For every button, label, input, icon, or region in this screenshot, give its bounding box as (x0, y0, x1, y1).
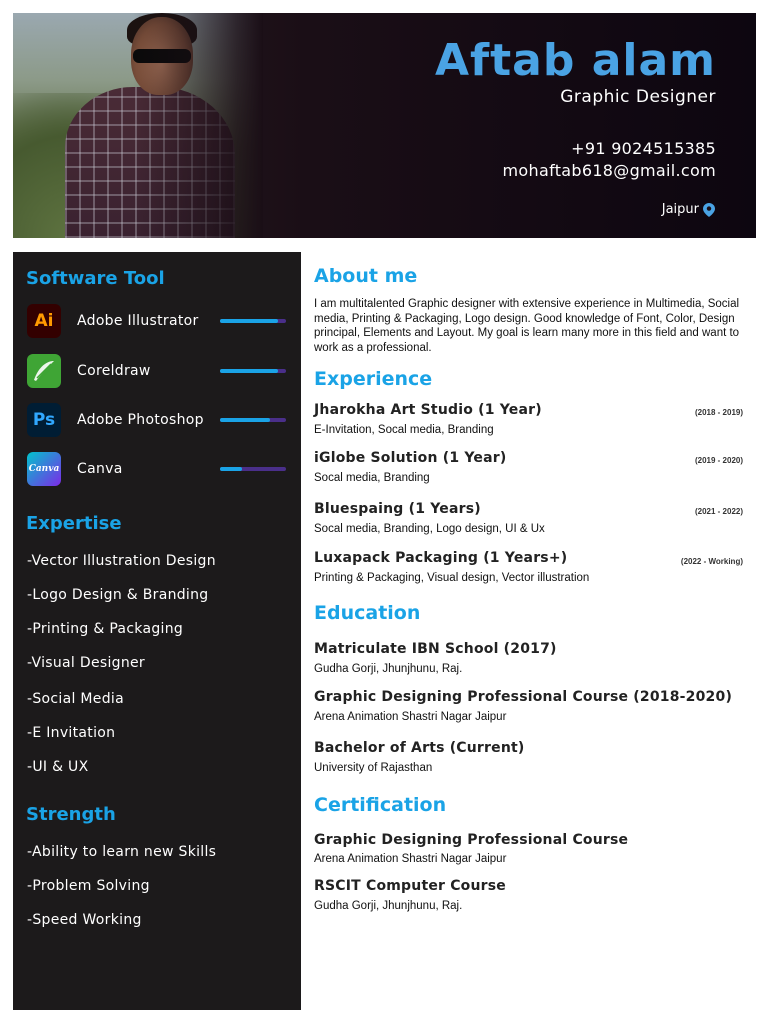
experience-title: iGlobe Solution (1 Year) (314, 450, 507, 466)
certification-title: Graphic Designing Professional Course (314, 832, 629, 848)
education-desc: Arena Animation Shastri Nagar Jaipur (314, 711, 507, 723)
experience-date: (2021 - 2022) (694, 507, 743, 516)
skill-bar (220, 369, 286, 373)
phone-number: +91 9024515385 (571, 139, 716, 158)
software-tool-heading: Software Tool (26, 268, 165, 289)
sidebar (13, 252, 301, 1010)
coreldraw-glyph-icon (31, 358, 57, 384)
skill-bar-fill (220, 369, 278, 373)
experience-title: Bluespaing (1 Years) (314, 501, 481, 517)
education-desc: University of Rajasthan (314, 762, 433, 774)
education-title: Graphic Designing Professional Course (2018-2020) (314, 689, 733, 705)
location (662, 202, 715, 217)
tool-name: Adobe Illustrator (77, 313, 199, 329)
experience-heading: Experience (314, 368, 433, 390)
email-address: mohaftab618@gmail.com (502, 161, 716, 180)
education-heading: Education (314, 602, 421, 624)
experience-desc: Socal media, Branding, Logo design, UI & Ux (314, 523, 545, 535)
experience-date: (2022 - Working) (680, 557, 743, 566)
resume-header (13, 13, 756, 238)
tool-name: Adobe Photoshop (77, 412, 204, 428)
skill-bar-fill (220, 319, 278, 323)
skill-bar (220, 467, 286, 471)
candidate-role: Graphic Designer (560, 87, 716, 107)
profile-photo (13, 13, 263, 238)
skill-bar (220, 319, 286, 323)
canva-icon: Canva (27, 452, 61, 486)
experience-date: (2018 - 2019) (694, 408, 743, 417)
education-title: Bachelor of Arts (Current) (314, 740, 525, 756)
expertise-item: -E Invitation (27, 725, 116, 741)
strength-item: -Problem Solving (27, 878, 150, 894)
illustrator-icon: Ai (27, 304, 61, 338)
experience-desc: Socal media, Branding (314, 472, 430, 484)
strength-item: -Ability to learn new Skills (27, 844, 217, 860)
tool-item (27, 452, 287, 486)
expertise-item: -UI & UX (27, 759, 89, 775)
experience-title: Luxapack Packaging (1 Years+) (314, 550, 568, 566)
experience-title: Jharokha Art Studio (1 Year) (314, 402, 542, 418)
photoshop-icon: Ps (27, 403, 61, 437)
certification-desc: Gudha Gorji, Jhunjhunu, Raj. (314, 900, 463, 912)
expertise-item: -Social Media (27, 691, 124, 707)
tool-item (27, 354, 287, 388)
experience-desc: E-Invitation, Socal media, Branding (314, 424, 494, 436)
expertise-heading: Expertise (26, 513, 122, 534)
expertise-item: -Printing & Packaging (27, 621, 184, 637)
tool-item (27, 304, 287, 338)
skill-bar-fill (220, 418, 270, 422)
education-desc: Gudha Gorji, Jhunjhunu, Raj. (314, 663, 463, 675)
certification-title: RSCIT Computer Course (314, 878, 506, 894)
certification-desc: Arena Animation Shastri Nagar Jaipur (314, 853, 507, 865)
expertise-item: -Visual Designer (27, 655, 145, 671)
expertise-item: -Logo Design & Branding (27, 587, 209, 603)
main-content (313, 252, 753, 1012)
location-text: Jaipur (661, 202, 699, 217)
location-pin-icon (703, 203, 715, 217)
education-title: Matriculate IBN School (2017) (314, 641, 557, 657)
candidate-name: Aftab alam (434, 35, 716, 86)
coreldraw-icon (27, 354, 61, 388)
skill-bar (220, 418, 286, 422)
skill-bar-fill (220, 467, 242, 471)
strength-item: -Speed Working (27, 912, 142, 928)
about-heading: About me (314, 265, 418, 287)
tool-name: Canva (77, 461, 123, 477)
about-text: I am multitalented Graphic designer with extensive experience in Multimedia, Social media, Printing & Packaging, Logo design. Good knowledge of Font, Color, Design principal, Elements and Layout. My goal is learn many more in this field and want to work as a professional. (314, 298, 740, 354)
experience-desc: Printing & Packaging, Visual design, Vector illustration (314, 572, 590, 584)
tool-item (27, 403, 287, 437)
strength-heading: Strength (26, 804, 116, 825)
certification-heading: Certification (314, 794, 447, 816)
experience-date: (2019 - 2020) (694, 456, 743, 465)
tool-name: Coreldraw (77, 363, 151, 379)
expertise-item: -Vector Illustration Design (27, 553, 216, 569)
